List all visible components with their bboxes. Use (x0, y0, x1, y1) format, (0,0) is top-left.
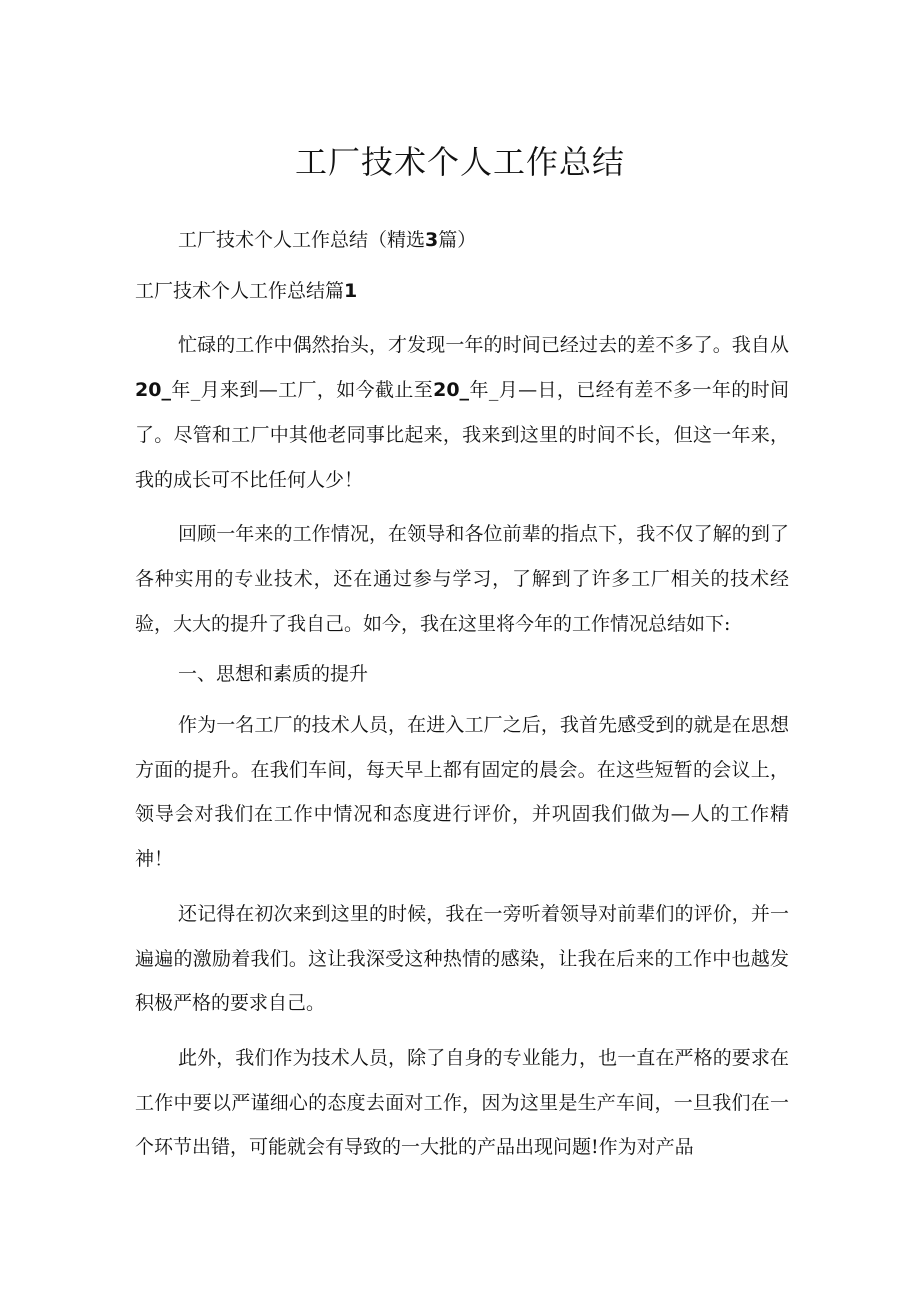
p1-part-1: 忙碌的工作中偶然抬头，才发现一年的时间已经过去的差不多了。我自从 (178, 334, 789, 357)
document-body (135, 218, 789, 1170)
heading-1: 一、思想和素质的提升 (178, 663, 369, 686)
p1-year-2: 20_ (433, 379, 470, 402)
section-heading-number: 1 (344, 279, 358, 302)
subtitle-suffix: 篇） (438, 229, 477, 251)
paragraph-5: 此外，我们作为技术人员，除了自身的专业能力，也一直在严格的要求在工作中要以严谨细心的态度去面对工作，因为这里是生产车间，一旦我们在一个环节出错，可能就会有导致的一大批的产品出现问题!作为对产品 (135, 1046, 789, 1159)
p1-part-2: 年_月来到—工厂，如今截止至 (170, 379, 434, 402)
section-heading-text: 工厂技术个人工作总结篇 (135, 279, 345, 302)
p1-part-3: 年_月—日，已经有差不多一年的时间了。尽管和工厂中其他老同事比起来，我来到这里的时间不长，但这一年来，我的成长可不比任何人少！ (135, 379, 789, 491)
paragraph-3: 作为一名工厂的技术人员，在进入工厂之后，我首先感受到的就是在思想方面的提升。在我们车间，每天早上都有固定的晨会。在这些短暂的会议上，领导会对我们在工作中情况和态度进行评价，并巩固我们做为—人的工作精神！ (135, 714, 789, 871)
subtitle (135, 218, 789, 263)
paragraph-4: 还记得在初次来到这里的时候，我在一旁听着领导对前辈们的评价，并一遍遍的激励着我们。这让我深受这种热情的感染，让我在后来的工作中也越发积极严格的要求自己。 (135, 902, 789, 1015)
paragraph-2: 回顾一年来的工作情况，在领导和各位前辈的指点下，我不仅了解的到了各种实用的专业技术，还在通过参与学习，了解到了许多工厂相关的技术经验，大大的提升了我自己。如今，我在这里将今年的工作情况总结如下: (135, 523, 789, 635)
section-heading (135, 269, 789, 314)
p1-year-1: 20_ (135, 379, 171, 402)
subtitle-prefix: 工厂技术个人工作总结（精选 (178, 229, 426, 251)
paragraph-1 (135, 323, 789, 502)
subtitle-count: 3 (425, 229, 439, 251)
document-title: 工厂技术个人工作总结 (294, 143, 625, 181)
